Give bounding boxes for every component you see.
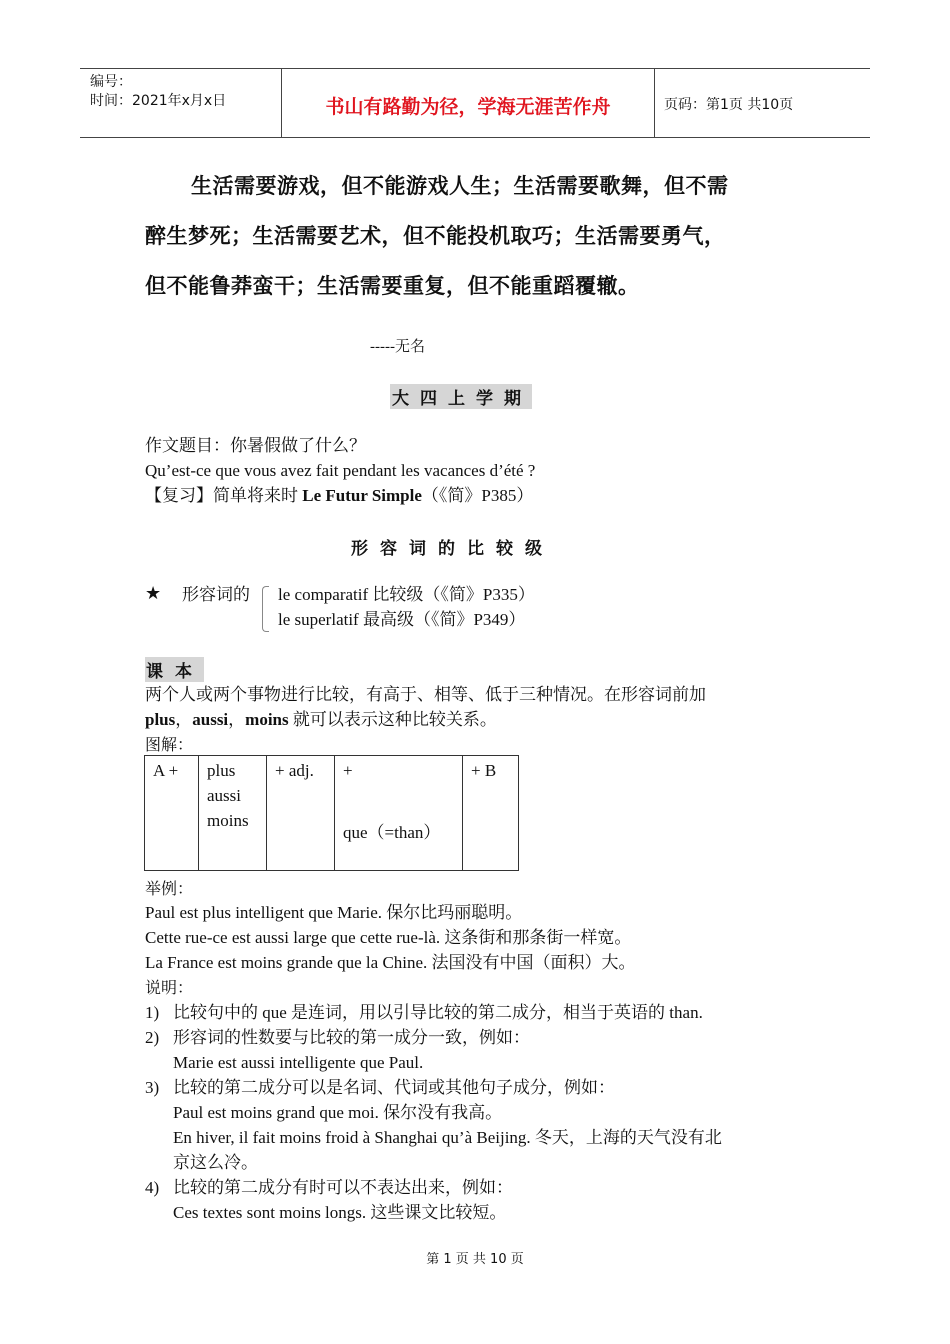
note-number: 4) — [145, 1178, 160, 1197]
diagram-plus: + — [343, 761, 353, 780]
page-info: 页码：第1页 共10页 — [664, 97, 794, 113]
brace-icon — [262, 586, 269, 632]
note-line: 比较句中的 que 是连词，用以引导比较的第二成分，相当于英语的 than. — [173, 1003, 703, 1022]
textbook-heading: 课本 — [145, 657, 204, 682]
notes-label: 说明： — [145, 978, 194, 997]
note-line: 比较的第二成分可以是名词、代词或其他句子成分，例如： — [173, 1078, 615, 1097]
example-1: Paul est plus intelligent que Marie. 保尔比玛丽聪明。 — [145, 903, 523, 922]
review-line — [145, 483, 533, 508]
diagram-cell-que — [335, 756, 463, 871]
motto-line-3: 但不能鲁莽蛮干；生活需要重复，但不能重蹈覆辙。 — [145, 274, 640, 298]
header-divider — [654, 69, 655, 137]
review-prefix: 【复习】简单将来时 — [145, 486, 303, 505]
table-row — [145, 756, 519, 871]
adverb-plus: plus — [207, 761, 236, 780]
section-title: 形容词的比较级 — [351, 539, 554, 559]
composition-title: 作文题目：你暑假做了什么？ — [145, 436, 366, 455]
page-footer: 第 1 页 共 10 页 — [426, 1252, 524, 1267]
diagram-label: 图解： — [145, 735, 194, 754]
examples-label: 举例： — [145, 879, 194, 898]
time-label: 时间：2021年x月x日 — [90, 93, 227, 109]
diagram-cell-b: + B — [463, 756, 519, 871]
motto-author: -----无名 — [370, 339, 425, 355]
header-table — [80, 68, 870, 138]
kw-moins: moins — [245, 710, 289, 729]
adverb-moins: moins — [207, 811, 249, 830]
note-line: 比较的第二成分有时可以不表达出来，例如： — [173, 1178, 513, 1197]
diagram-cell-a: A + — [145, 756, 199, 871]
diagram-cell-adverbs — [199, 756, 267, 871]
semester-title: 大四上学期 — [390, 384, 532, 409]
note-number: 1) — [145, 1003, 160, 1022]
example-2: Cette rue-ce est aussi large que cette rue-là. 这条街和那条街一样宽。 — [145, 928, 632, 947]
diagram-que: que（=than） — [343, 823, 441, 842]
star-icon: ★ — [145, 583, 162, 603]
motto-line-2: 醉生梦死；生活需要艺术，但不能投机取巧；生活需要勇气， — [145, 224, 726, 248]
kw-aussi: aussi — [192, 710, 229, 729]
comparatif-line: le comparatif 比较级（《简》P335） — [278, 585, 535, 604]
note-number: 2) — [145, 1028, 160, 1047]
motto-line-1: 生活需要游戏，但不能游戏人生；生活需要歌舞，但不需 — [191, 174, 729, 198]
review-suffix: （《简》P385） — [421, 486, 534, 505]
intro-line-2: plus，aussi，moins 就可以表示这种比较关系。 — [145, 710, 497, 729]
note-line: Ces textes sont moins longs. 这些课文比较短。 — [173, 1203, 507, 1222]
review-tense: Le Futur Simple — [302, 486, 422, 505]
superlatif-line: le superlatif 最高级（《简》P349） — [278, 610, 526, 629]
header-slogan: 书山有路勤为径，学海无涯苦作舟 — [325, 96, 611, 118]
note-line: En hiver, il fait moins froid à Shanghai qu’à Beijing. 冬天，上海的天气没有北 — [173, 1128, 722, 1147]
intro-tail: 就可以表示这种比较关系。 — [288, 710, 497, 729]
kw-plus: plus — [145, 710, 176, 729]
number-label: 编号： — [90, 74, 132, 90]
note-line: 京这么冷。 — [173, 1153, 258, 1172]
comparison-diagram — [144, 755, 519, 871]
note-line: Paul est moins grand que moi. 保尔没有我高。 — [173, 1103, 503, 1122]
note-number: 3) — [145, 1078, 160, 1097]
header-meta — [90, 73, 226, 111]
adj-label: 形容词的 — [182, 585, 250, 604]
composition-title-fr: Qu’est-ce que vous avez fait pendant les vacances d’été ? — [145, 461, 536, 480]
note-line: 形容词的性数要与比较的第一成分一致，例如： — [173, 1028, 530, 1047]
diagram-cell-adj: + adj. — [267, 756, 335, 871]
adverb-aussi: aussi — [207, 786, 241, 805]
note-line: Marie est aussi intelligente que Paul. — [173, 1053, 424, 1072]
example-3: La France est moins grande que la Chine. 法国没有中国（面积）大。 — [145, 953, 636, 972]
intro-line-1: 两个人或两个事物进行比较，有高于、相等、低于三种情况。在形容词前加 — [145, 685, 706, 704]
